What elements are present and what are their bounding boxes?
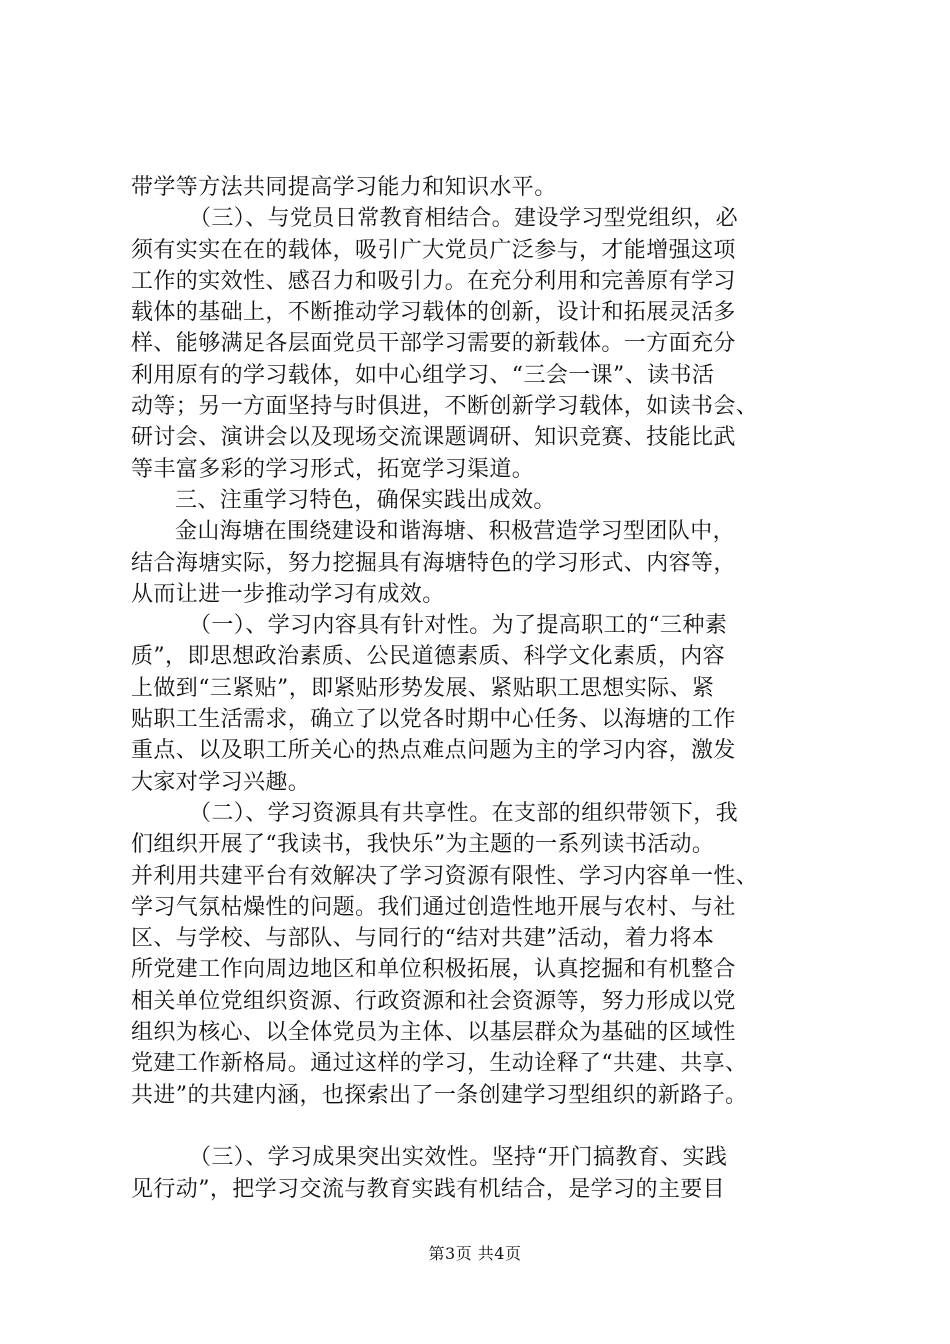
text-line: 见行动”，把学习交流与教育实践有机结合，是学习的主要目 bbox=[131, 1176, 726, 1202]
text-line: （一）、学习内容具有针对性。为了提高职工的“三种素 bbox=[189, 613, 728, 639]
section-heading: 三、注重学习特色，确保实践出成效。 bbox=[175, 487, 556, 513]
text-line: 重点、以及职工所关心的热点难点问题为主的学习内容，激发 bbox=[131, 738, 736, 764]
text-line: 上做到“三紧贴”，即紧贴形势发展、紧贴职工思想实际、紧 bbox=[131, 675, 715, 701]
text-line: 组织为核心、以全体党员为主体、以基层群众为基础的区域性 bbox=[131, 1020, 736, 1046]
text-line: 工作的实效性、感召力和吸引力。在充分利用和完善原有学习 bbox=[131, 268, 736, 294]
text-line: （二）、学习资源具有共享性。在支部的组织带领下，我 bbox=[189, 800, 739, 826]
text-line: 区、与学校、与部队、与同行的“结对共建”活动，着力将本 bbox=[131, 926, 715, 952]
text-line: 样、能够满足各层面党员干部学习需要的新载体。一方面充分 bbox=[131, 331, 736, 357]
text-line: 须有实实在在的载体，吸引广大党员广泛参与，才能增强这项 bbox=[131, 237, 736, 263]
text-line: 动等；另一方面坚持与时俱进，不断创新学习载体，如读书会、 bbox=[131, 394, 759, 420]
text-line: 带学等方法共同提高学习能力和知识水平。 bbox=[131, 175, 557, 200]
text-line: 所党建工作向周边地区和单位积极拓展，认真挖掘和有机整合 bbox=[131, 957, 736, 983]
page-number-footer: 第3页 共4页 bbox=[428, 1244, 522, 1263]
text-line: 相关单位党组织资源、行政资源和社会资源等，努力形成以党 bbox=[131, 988, 736, 1014]
text-line: 研讨会、演讲会以及现场交流课题调研、知识竞赛、技能比武 bbox=[131, 425, 736, 451]
text-line: 共进”的共建内涵，也探索出了一条创建学习型组织的新路子。 bbox=[131, 1082, 748, 1108]
text-line: （三）、学习成果突出实效性。坚持“开门搞教育、实践 bbox=[189, 1145, 728, 1171]
text-line: 并利用共建平台有效解决了学习资源有限性、学习内容单一性、 bbox=[131, 863, 759, 889]
text-line: 大家对学习兴趣。 bbox=[131, 769, 311, 795]
text-line: 载体的基础上，不断推动学习载体的创新，设计和拓展灵活多 bbox=[131, 300, 736, 326]
text-line: 等丰富多彩的学习形式，拓宽学习渠道。 bbox=[131, 456, 535, 482]
text-line: 贴职工生活需求，确立了以党各时期中心任务、以海塘的工作 bbox=[131, 707, 736, 733]
text-line: 学习气氛枯燥性的问题。我们通过创造性地开展与农村、与社 bbox=[131, 894, 736, 920]
text-line: 金山海塘在围绕建设和谐海塘、积极营造学习型团队中， bbox=[175, 519, 736, 545]
text-line: 质”，即思想政治素质、公民道德素质、科学文化素质，内容 bbox=[131, 644, 726, 670]
text-line: （三）、与党员日常教育相结合。建设学习型党组织，必 bbox=[189, 206, 739, 232]
text-line: 利用原有的学习载体，如中心组学习、“三会一课”、读书活 bbox=[131, 362, 715, 388]
paragraph-gap bbox=[131, 1111, 831, 1142]
document-body bbox=[131, 172, 831, 1205]
text-line: 结合海塘实际，努力挖掘具有海塘特色的学习形式、内容等， bbox=[131, 550, 736, 576]
text-line: 从而让进一步推动学习有成效。 bbox=[131, 581, 445, 607]
text-line: 党建工作新格局。通过这样的学习，生动诠释了“共建、共享、 bbox=[131, 1051, 748, 1077]
text-line: 们组织开展了“我读书，我快乐”为主题的一系列读书活动。 bbox=[131, 832, 715, 858]
